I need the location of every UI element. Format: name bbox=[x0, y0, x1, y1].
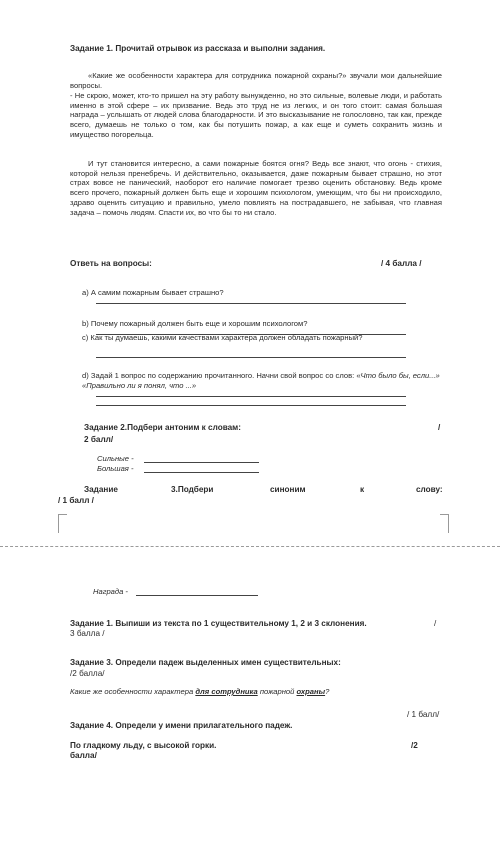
p2-task4-heading: Задание 4. Определи у имени прилагательного падеж. bbox=[70, 721, 293, 730]
task2-heading: Задание 2.Подбери антоним к словам: bbox=[84, 423, 241, 432]
p2-task1-score: 3 балла / bbox=[70, 629, 105, 638]
p2-task3-highlight-1: для сотрудника bbox=[195, 687, 258, 696]
task3-word-1: Задание bbox=[84, 485, 118, 494]
question-d-italic: Что было бы, если...» «Правильно ли я понял, что ...» bbox=[82, 371, 440, 390]
question-b: b) Почему пожарный должен быть еще и хорошим психологом? bbox=[82, 319, 308, 328]
question-d-text: d) Задай 1 вопрос по содержанию прочитанного. Начни свой вопрос со слов: « bbox=[82, 371, 361, 380]
crop-mark-right bbox=[440, 514, 449, 533]
question-a: a) А самим пожарным бывает страшно? bbox=[82, 288, 224, 297]
question-d bbox=[82, 371, 444, 390]
p2-task4-score: балла/ bbox=[70, 751, 97, 760]
antonym-word-2: Большая - bbox=[97, 464, 134, 473]
task2-score: 2 балл/ bbox=[84, 435, 114, 444]
task1-paragraph-3: И тут становится интересно, а сами пожарные боятся огня? Ведь все знают, что огонь - стихия, которой нельзя пренебречь. И действительно, оказывается, даже пожарным бывает страшно, но этот страх вовсе не панический, наоборот его наличие помогает трезво оценить обстановку. Ведь кроме всего прочего, пожарный должен быть еще и хорошим психологом, умеющим, что бы ни происходило, здраво оценить ситуацию и правильно, умело повлиять на пострадавшего, не забывая, что главная задача – помочь людям. Спасти их, во что бы то ни стало. bbox=[70, 159, 442, 217]
crop-mark-left bbox=[58, 514, 67, 533]
p2-task1-text: Задание 1. Выпиши из текста по 1 существительному 1, 2 и 3 склонения. bbox=[70, 619, 367, 628]
p2-task3-text: Задание 3. Определи падеж выделенных имен существительных: bbox=[70, 658, 341, 667]
answers-score: / 4 балла / bbox=[381, 259, 422, 268]
p2-task1-slash: / bbox=[434, 619, 437, 628]
task3-score: / 1 балл / bbox=[58, 496, 94, 505]
task3-word-5: слову: bbox=[416, 485, 443, 494]
p2-task3-sentence-e: ? bbox=[325, 687, 330, 696]
reward-line[interactable] bbox=[136, 595, 258, 596]
answer-line-a[interactable] bbox=[96, 303, 406, 304]
task3-word-4: к bbox=[360, 485, 365, 494]
answer-line-d1[interactable] bbox=[96, 396, 406, 397]
task1-heading-text: Задание 1. Прочитай отрывок из рассказа и выполни задания. bbox=[70, 44, 326, 53]
task2-slash: / bbox=[438, 423, 441, 432]
task3-word-3: синоним bbox=[270, 485, 306, 494]
p2-task3-score: /2 балла/ bbox=[70, 669, 105, 678]
antonym-word-1: Сильные - bbox=[97, 454, 134, 463]
answer-line-c[interactable] bbox=[96, 357, 406, 358]
task1-paragraph-1: «Какие же особенности характера для сотрудника пожарной охраны?» звучали мои дальнейшие вопросы. bbox=[70, 71, 442, 90]
p2-task3-highlight-2: охраны bbox=[296, 687, 326, 696]
p2-task3-sentence-a: Какие же особенности характера bbox=[70, 687, 196, 696]
p2-task3-heading bbox=[70, 658, 440, 668]
p2-task4-sentence: По гладкому льду, с высокой горки. bbox=[70, 741, 217, 750]
antonym-line-2[interactable] bbox=[144, 472, 259, 473]
answers-heading: Ответь на вопросы: bbox=[70, 259, 152, 268]
worksheet-page-2 bbox=[0, 548, 500, 855]
task3-word-2: 3.Подбери bbox=[171, 485, 214, 494]
p2-task1-heading bbox=[70, 619, 420, 629]
question-c: c) Как ты думаешь, какими качествами характера должен обладать пожарный? bbox=[82, 333, 363, 342]
reward-label: Награда - bbox=[93, 587, 128, 596]
p2-task3-points: / 1 балл/ bbox=[407, 710, 440, 719]
answer-line-d2[interactable] bbox=[96, 405, 406, 406]
p2-task4-slash: /2 bbox=[411, 741, 418, 750]
p2-task3-sentence-c: пожарной bbox=[257, 687, 297, 696]
p2-task3-sentence bbox=[70, 687, 440, 697]
task1-paragraph-2: - Не скрою, может, кто-то пришел на эту работу вынужденно, но это сильные, волевые люди, и работать именно в этой сфере – их призвание. Ведь это труд не из легких, и он того стоит: самая большая награда – услышать от людей слова благодарности. И это высказывание не голословно, так как, прежде всего, думаешь не только о том, как бы потушить пожар, а как еще и суметь сохранить жизнь и имущество погорельца. bbox=[70, 91, 442, 139]
antonym-line-1[interactable] bbox=[144, 462, 259, 463]
task1-heading bbox=[70, 44, 450, 54]
